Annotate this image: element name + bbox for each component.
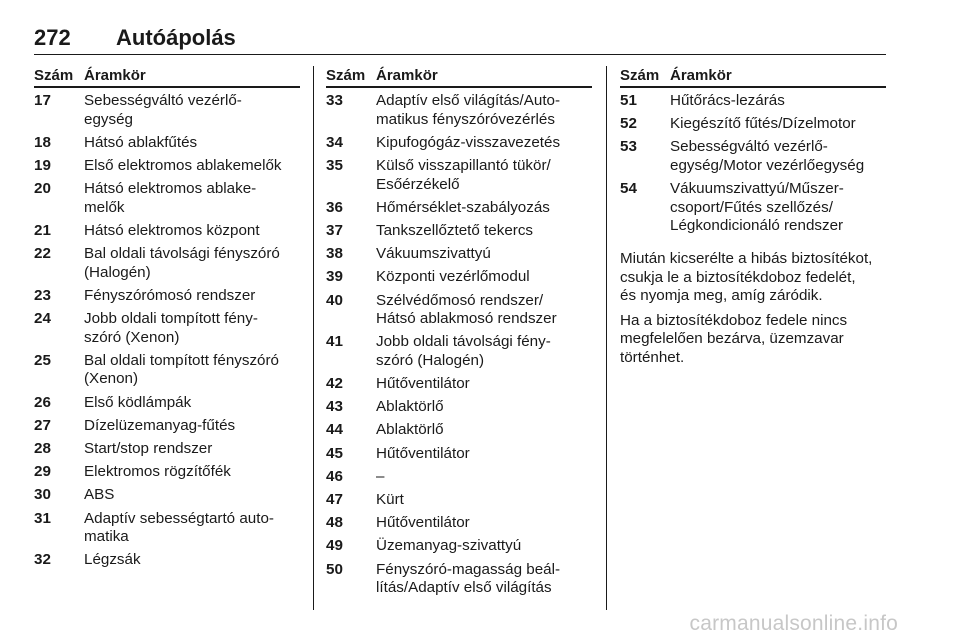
table-row (326, 561, 592, 598)
table-header (620, 66, 886, 88)
table-row (34, 222, 300, 241)
table-rows (326, 92, 592, 598)
table-row (326, 468, 592, 487)
table-header (326, 66, 592, 88)
circuit-name: Bal oldali távolsági fényszóró (Halogén) (84, 245, 280, 281)
table-row (34, 287, 300, 306)
table-row (326, 157, 592, 194)
watermark: carmanualsonline.info (689, 612, 898, 635)
fuse-number: 41 (326, 333, 343, 351)
section-title: Autóápolás (116, 25, 236, 50)
fuse-number: 46 (326, 467, 343, 485)
fuse-number: 34 (326, 133, 343, 151)
table-row (34, 394, 300, 413)
circuit-name: Kiegészítő fűtés/Dízelmotor (670, 115, 856, 133)
fuse-table-column-2 (326, 66, 592, 602)
table-row (326, 445, 592, 464)
page-header (34, 22, 886, 55)
circuit-name: Első elektromos ablakemelők (84, 156, 282, 174)
header-circuit: Áramkör (376, 67, 438, 84)
table-row (34, 463, 300, 482)
circuit-name: Hűtőrács-lezárás (670, 92, 785, 109)
fuse-number: 39 (326, 268, 343, 286)
fuse-number: 50 (326, 560, 343, 578)
circuit-name: Központi vezérlőmodul (376, 268, 530, 286)
fuse-number: 29 (34, 463, 51, 481)
fuse-number: 51 (620, 92, 637, 109)
table-row (34, 486, 300, 505)
circuit-name: Jobb oldali tompított fény- szóró (Xenon) (84, 310, 258, 346)
fuse-number: 49 (326, 537, 343, 555)
header-circuit: Áramkör (84, 67, 146, 84)
fuse-number: 53 (620, 138, 637, 156)
fuse-number: 23 (34, 286, 51, 304)
instruction-paragraph: Ha a biztosítékdoboz fedele nincs megfelelően bezárva, üzemzavar történhet. (620, 311, 848, 366)
fuse-number: 44 (326, 421, 343, 439)
fuse-number: 48 (326, 514, 343, 532)
circuit-name: – (376, 467, 385, 485)
fuse-number: 47 (326, 491, 343, 508)
header-number: Szám (620, 67, 660, 84)
circuit-name: Tankszellőztető tekercs (376, 221, 534, 239)
circuit-name: Jobb oldali távolsági fény- szóró (Halogén) (376, 333, 551, 369)
table-row (326, 491, 592, 510)
fuse-table-column-1 (34, 66, 300, 575)
table-row (326, 375, 592, 394)
circuit-name: Hűtőventilátor (376, 375, 470, 393)
circuit-name: Vákuumszivattyú/Műszer- csoport/Fűtés szellőzés/ Légkondicionáló rendszer (670, 180, 844, 235)
circuit-name: Sebességváltó vezérlő- egység/Motor vezérlőegység (670, 138, 865, 174)
fuse-number: 20 (34, 180, 51, 198)
table-row (620, 180, 886, 236)
header-number: Szám (34, 67, 74, 84)
circuit-name: Hűtőventilátor (376, 514, 470, 532)
fuse-number: 27 (34, 416, 51, 434)
table-row (326, 514, 592, 533)
circuit-name: Ablaktörlő (376, 398, 444, 416)
circuit-name: Bal oldali tompított fényszóró (Xenon) (84, 351, 280, 388)
fuse-number: 40 (326, 291, 343, 309)
fuse-number: 37 (326, 221, 343, 239)
circuit-name: Elektromos rögzítőfék (84, 463, 231, 481)
circuit-name: Dízelüzemanyag-fűtés (84, 416, 236, 434)
table-rows (620, 92, 886, 236)
table-header (34, 66, 300, 88)
table-row (620, 138, 886, 175)
circuit-name: Sebességváltó vezérlő- egység (84, 92, 242, 128)
fuse-number: 30 (34, 486, 51, 504)
circuit-name: Kürt (376, 491, 404, 508)
table-row (34, 134, 300, 153)
fuse-number: 26 (34, 393, 51, 411)
instruction-paragraph: Miután kicserélte a hibás biztosítékot, csukja le a biztosítékdoboz fedelét, és nyomja meg, amíg záródik. (620, 249, 873, 305)
fuse-number: 22 (34, 245, 51, 263)
fuse-number: 25 (34, 351, 51, 369)
circuit-name: Első ködlámpák (84, 393, 192, 411)
table-row (326, 398, 592, 417)
table-rows (34, 92, 300, 570)
fuse-number: 32 (34, 551, 51, 569)
table-row (34, 510, 300, 547)
instructions (620, 250, 886, 368)
circuit-name: Hőmérséklet-szabályozás (376, 198, 550, 216)
table-row (34, 310, 300, 347)
circuit-name: Adaptív első világítás/Auto- matikus fényszóróvezérlés (376, 92, 561, 128)
table-row (34, 417, 300, 436)
fuse-number: 21 (34, 221, 51, 239)
fuse-number: 24 (34, 310, 51, 328)
fuse-number: 28 (34, 440, 51, 458)
table-row (326, 537, 592, 556)
fuse-number: 18 (34, 133, 51, 151)
fuse-number: 43 (326, 398, 343, 416)
table-row (620, 115, 886, 134)
column-divider (606, 66, 607, 610)
table-row (34, 352, 300, 389)
table-row (326, 199, 592, 218)
fuse-number: 35 (326, 156, 343, 174)
circuit-name: Hátsó elektromos központ (84, 221, 260, 239)
circuit-name: Kipufogógáz-visszavezetés (376, 133, 561, 151)
circuit-name: Vákuumszivattyú (376, 245, 491, 263)
circuit-name: Üzemanyag-szivattyú (376, 537, 522, 555)
table-row (326, 333, 592, 370)
fuse-number: 52 (620, 115, 637, 133)
table-row (326, 134, 592, 153)
circuit-name: Hátsó elektromos ablake- melők (84, 180, 257, 216)
table-row (326, 245, 592, 264)
column-divider (313, 66, 314, 610)
fuse-number: 42 (326, 375, 343, 393)
table-row (326, 222, 592, 241)
table-row (34, 180, 300, 217)
circuit-name: Adaptív sebességtartó auto- matika (84, 509, 274, 546)
circuit-name: Fényszóró-magasság beál- lítás/Adaptív első világítás (376, 560, 561, 597)
table-row (34, 157, 300, 176)
circuit-name: Hátsó ablakfűtés (84, 133, 198, 151)
table-row (34, 245, 300, 282)
circuit-name: Hűtőventilátor (376, 444, 470, 462)
table-row (326, 421, 592, 440)
table-row (326, 92, 592, 129)
fuse-number: 17 (34, 92, 51, 109)
table-row (34, 92, 300, 129)
table-row (34, 440, 300, 459)
circuit-name: Külső visszapillantó tükör/ Esőérzékelő (376, 156, 551, 193)
circuit-name: ABS (84, 486, 115, 504)
circuit-name: Fényszórómosó rendszer (84, 286, 256, 304)
fuse-table-column-3 (620, 66, 886, 374)
circuit-name: Légzsák (84, 551, 141, 569)
fuse-number: 33 (326, 92, 343, 109)
table-row (326, 268, 592, 287)
fuse-number: 45 (326, 444, 343, 462)
header-circuit: Áramkör (670, 67, 732, 84)
page-number: 272 (34, 25, 71, 50)
table-row (326, 292, 592, 329)
circuit-name: Start/stop rendszer (84, 440, 213, 458)
fuse-number: 31 (34, 509, 51, 527)
fuse-number: 54 (620, 180, 637, 198)
table-row (34, 551, 300, 570)
fuse-number: 36 (326, 198, 343, 216)
table-row (620, 92, 886, 111)
fuse-number: 38 (326, 245, 343, 263)
circuit-name: Szélvédőmosó rendszer/ Hátsó ablakmosó rendszer (376, 291, 557, 328)
circuit-name: Ablaktörlő (376, 421, 444, 439)
header-number: Szám (326, 67, 366, 84)
fuse-number: 19 (34, 156, 51, 174)
